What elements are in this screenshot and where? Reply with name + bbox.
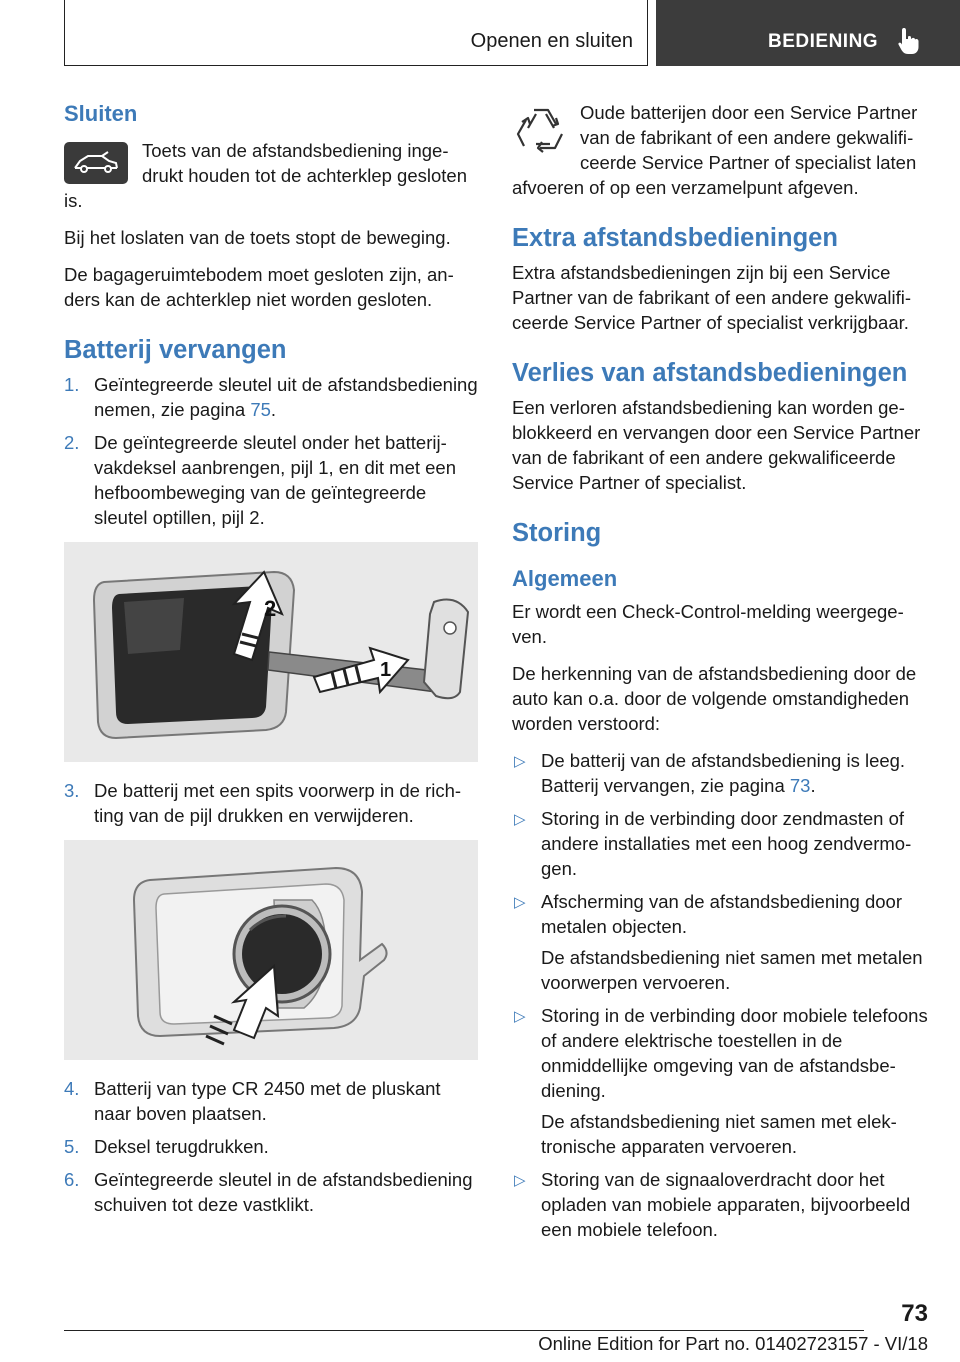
algemeen-paragraph-1: Er wordt een Check-Control-melding weergegeven. (512, 601, 904, 647)
arrow-label-1: 1 (380, 659, 392, 681)
bullet-item (512, 1003, 930, 1159)
triangle-bullet-icon: ▷ (514, 811, 526, 828)
step-item (64, 430, 478, 530)
step-number: 4. (64, 1078, 80, 1099)
recycle-block (512, 100, 930, 200)
step-number: 5. (64, 1136, 80, 1157)
step-number: 3. (64, 780, 80, 801)
step-text: Deksel terugdrukken. (94, 1136, 269, 1157)
header-chapter-tab (656, 0, 960, 66)
algemeen-paragraph-2: De herkenning van de afstandsbediening door de auto kan o.a. door de volgende omstandigheden worden verstoord: (512, 663, 917, 734)
sluiten-paragraph-1: Toets van de afstandsbediening ingedrukt houden tot de achterklep gesloten is. (64, 140, 468, 211)
verlies-paragraph: Een verloren afstandsbediening kan worden geblokkeerd en vervangen door een Service Partner van de fabrikant of een andere gekwalificeerde Service Partner of specialist. (512, 397, 921, 493)
footer-divider (64, 1330, 864, 1331)
page-number: 73 (901, 1300, 928, 1327)
bullet-note: De afstandsbediening niet samen met elektronische apparaten vervoeren. (541, 1111, 897, 1157)
step-item (64, 778, 478, 828)
sluiten-paragraph-3: De bagageruimtebodem moet gesloten zijn, anders kan de achterklep niet worden gesloten. (64, 264, 454, 310)
storing-bullet-list (512, 748, 930, 1242)
sluiten-block (64, 138, 478, 213)
bullet-item (512, 889, 930, 995)
batterij-heading: Batterij vervangen (64, 336, 287, 364)
header-section-box (64, 0, 648, 66)
bullet-note: De afstandsbediening niet samen met metalen voorwerpen vervoeren. (541, 947, 923, 993)
verlies-heading: Verlies van afstandsbedieningen (512, 359, 908, 387)
step-item (64, 1134, 478, 1159)
header-section-title: Openen en sluiten (470, 30, 633, 52)
bullet-text-after: . (810, 775, 816, 796)
step-item (64, 1076, 478, 1126)
hand-pointer-icon (896, 26, 922, 56)
bullet-item (512, 748, 930, 798)
battery-steps-c (64, 1076, 478, 1217)
extra-heading: Extra afstandsbedieningen (512, 224, 838, 252)
algemeen-heading: Algemeen (512, 566, 618, 591)
bullet-item (512, 806, 930, 881)
left-column (64, 100, 478, 1229)
step-item (64, 1167, 478, 1217)
step-number: 2. (64, 432, 80, 453)
step-text: De geïntegreerde sleutel onder het batterijvakdeksel aanbrengen, pijl 1, en dit met een hefboombeweging van de geïntegreerde sleutel optillen, pijl 2. (94, 432, 457, 528)
bullet-text: Storing in de verbinding door zendmasten of andere installaties met een hoog zendvermogen. (541, 808, 912, 879)
right-column (512, 100, 930, 1250)
step-text: Geïntegreerde sleutel in de afstandsbediening schuiven tot deze vastklikt. (94, 1169, 473, 1215)
page-link[interactable]: 73 (789, 775, 811, 796)
step-item (64, 372, 478, 422)
triangle-bullet-icon: ▷ (514, 1172, 526, 1189)
battery-steps-a (64, 372, 478, 530)
figure-key-opening (64, 542, 478, 762)
sluiten-paragraph-2: Bij het loslaten van de toets stopt de beweging. (64, 227, 451, 248)
extra-paragraph: Extra afstandsbedieningen zijn bij een Service Partner van de fabrikant of een andere gekwalificeerde Service Partner of specialist verkrijgbaar. (512, 262, 912, 333)
step-text-after: . (270, 399, 277, 420)
step-number: 6. (64, 1169, 80, 1190)
footer-edition: Online Edition for Part no. 01402723157 - VI/18 (538, 1333, 928, 1354)
triangle-bullet-icon: ▷ (514, 894, 526, 911)
bullet-text: De batterij van de afstandsbediening is leeg. Batterij vervangen, zie pagina (541, 750, 906, 796)
step-text: De batterij met een spits voorwerp in de richting van de pijl drukken en verwijderen. (94, 780, 462, 826)
page-link[interactable]: 75 (250, 399, 271, 420)
bullet-item (512, 1167, 930, 1242)
figure-battery-removal (64, 840, 478, 1060)
bullet-text: Afscherming van de afstandsbediening door metalen objecten. (541, 891, 902, 937)
step-number: 1. (64, 374, 80, 395)
arrow-label-2: 2 (264, 596, 277, 621)
sluiten-heading: Sluiten (64, 101, 138, 126)
step-text: Geïntegreerde sleutel uit de afstandsbediening nemen, zie pagina (94, 374, 478, 420)
recycle-icon (512, 102, 570, 162)
recycle-paragraph: Oude batterijen door een Service Partner van de fabrikant of een andere gekwalificeerde Service Partner of specialist laten afvoeren of op een verzamelpunt afgeven. (512, 102, 918, 198)
triangle-bullet-icon: ▷ (514, 1008, 526, 1025)
bullet-text: Storing van de signaaloverdracht door het opladen van mobiele apparaten, bijvoorbeeld een mobiele telefoon. (541, 1169, 911, 1240)
triangle-bullet-icon: ▷ (514, 753, 526, 770)
battery-steps-b (64, 778, 478, 828)
bullet-text: Storing in de verbinding door mobiele telefoons of andere elektrische toestellen in de onmiddellijke omgeving van de afstandsbediening. (541, 1005, 928, 1101)
header-chapter-label: BEDIENING (768, 31, 879, 52)
tailgate-button-icon (64, 142, 128, 184)
storing-heading: Storing (512, 519, 602, 547)
step-text: Batterij van type CR 2450 met de pluskant naar boven plaatsen. (94, 1078, 441, 1124)
